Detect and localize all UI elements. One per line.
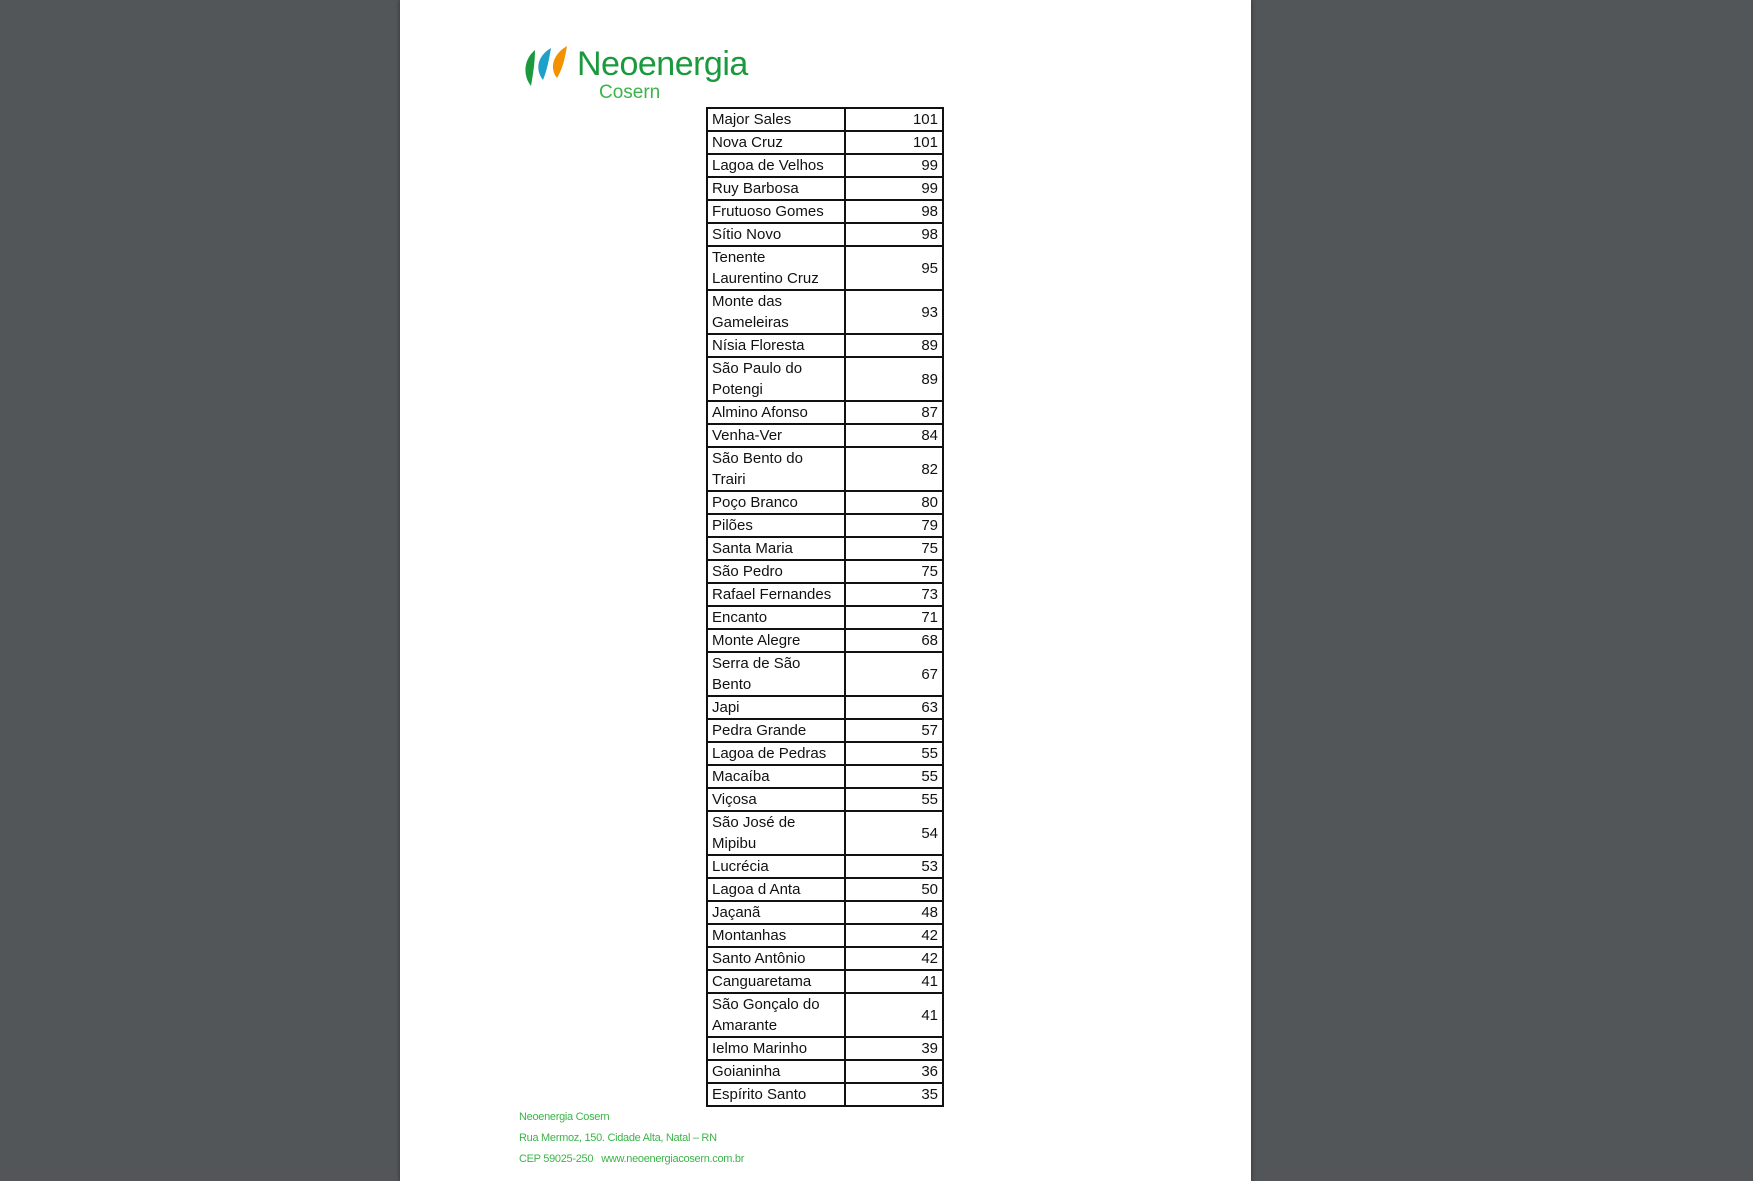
value-cell: 36: [845, 1060, 943, 1083]
value-cell: 80: [845, 491, 943, 514]
municipality-name-cell: São José de Mipibu: [707, 811, 845, 855]
table-row: [707, 924, 943, 947]
municipality-name-cell: Lagoa d Anta: [707, 878, 845, 901]
table-row: [707, 947, 943, 970]
table-row: [707, 1037, 943, 1060]
municipality-name-cell: Rafael Fernandes: [707, 583, 845, 606]
page-footer: [519, 1107, 744, 1170]
municipality-name-cell: Lagoa de Velhos: [707, 154, 845, 177]
municipality-name-cell: Poço Branco: [707, 491, 845, 514]
neoenergia-cosern-logo: [521, 42, 761, 104]
municipality-name-cell: Lagoa de Pedras: [707, 742, 845, 765]
footer-company: Neoenergia Cosern: [519, 1111, 610, 1123]
value-cell: 63: [845, 696, 943, 719]
footer-address: Rua Mermoz, 150. Cidade Alta, Natal – RN: [519, 1132, 717, 1144]
value-cell: 87: [845, 401, 943, 424]
municipality-name-cell: Monte Alegre: [707, 629, 845, 652]
table-row: [707, 696, 943, 719]
municipality-name-cell: Ielmo Marinho: [707, 1037, 845, 1060]
table-row: [707, 1083, 943, 1106]
table-row: [707, 447, 943, 491]
table-row: [707, 855, 943, 878]
table-body: [707, 108, 943, 1106]
value-cell: 93: [845, 290, 943, 334]
municipality-name-cell: São Bento do Trairi: [707, 447, 845, 491]
municipality-name-cell: Nova Cruz: [707, 131, 845, 154]
municipality-name-cell: São Paulo do Potengi: [707, 357, 845, 401]
document-page: [400, 0, 1251, 1181]
table-row: [707, 154, 943, 177]
value-cell: 53: [845, 855, 943, 878]
table-row: [707, 223, 943, 246]
municipality-name-cell: Serra de São Bento: [707, 652, 845, 696]
table-row: [707, 491, 943, 514]
municipality-name-cell: Major Sales: [707, 108, 845, 131]
municipality-name-cell: Almino Afonso: [707, 401, 845, 424]
municipality-name-cell: Japi: [707, 696, 845, 719]
table-row: [707, 811, 943, 855]
municipality-name-cell: Espírito Santo: [707, 1083, 845, 1106]
value-cell: 99: [845, 177, 943, 200]
table-row: [707, 514, 943, 537]
municipality-name-cell: Santa Maria: [707, 537, 845, 560]
value-cell: 79: [845, 514, 943, 537]
table-row: [707, 560, 943, 583]
table-row: [707, 290, 943, 334]
value-cell: 42: [845, 924, 943, 947]
leaf-logo-icon: [521, 42, 577, 88]
value-cell: 101: [845, 108, 943, 131]
table-row: [707, 424, 943, 447]
municipality-name-cell: Pilões: [707, 514, 845, 537]
table-row: [707, 993, 943, 1037]
footer-url[interactable]: www.neoenergiacosern.com.br: [601, 1153, 745, 1165]
table-row: [707, 788, 943, 811]
footer-contact: [519, 1149, 744, 1170]
municipality-name-cell: Santo Antônio: [707, 947, 845, 970]
municipality-name-cell: Sítio Novo: [707, 223, 845, 246]
table-row: [707, 878, 943, 901]
municipality-name-cell: Viçosa: [707, 788, 845, 811]
brand-subname: Cosern: [599, 82, 661, 103]
value-cell: 55: [845, 765, 943, 788]
value-cell: 95: [845, 246, 943, 290]
municipality-name-cell: Macaíba: [707, 765, 845, 788]
municipality-name-cell: Nísia Floresta: [707, 334, 845, 357]
municipality-name-cell: Montanhas: [707, 924, 845, 947]
value-cell: 89: [845, 334, 943, 357]
value-cell: 98: [845, 200, 943, 223]
table-row: [707, 901, 943, 924]
municipality-name-cell: Jaçanã: [707, 901, 845, 924]
municipality-name-cell: Monte das Gameleiras: [707, 290, 845, 334]
municipality-name-cell: Tenente Laurentino Cruz: [707, 246, 845, 290]
value-cell: 41: [845, 993, 943, 1037]
municipality-name-cell: Ruy Barbosa: [707, 177, 845, 200]
value-cell: 41: [845, 970, 943, 993]
municipality-name-cell: Goianinha: [707, 1060, 845, 1083]
table-row: [707, 246, 943, 290]
value-cell: 89: [845, 357, 943, 401]
table-row: [707, 131, 943, 154]
value-cell: 75: [845, 537, 943, 560]
table-row: [707, 629, 943, 652]
table-row: [707, 357, 943, 401]
municipality-name-cell: Frutuoso Gomes: [707, 200, 845, 223]
value-cell: 82: [845, 447, 943, 491]
table-row: [707, 108, 943, 131]
value-cell: 99: [845, 154, 943, 177]
value-cell: 39: [845, 1037, 943, 1060]
table-row: [707, 177, 943, 200]
value-cell: 98: [845, 223, 943, 246]
municipality-name-cell: São Gonçalo do Amarante: [707, 993, 845, 1037]
municipality-name-cell: Lucrécia: [707, 855, 845, 878]
table-row: [707, 970, 943, 993]
value-cell: 55: [845, 788, 943, 811]
value-cell: 75: [845, 560, 943, 583]
value-cell: 50: [845, 878, 943, 901]
table-row: [707, 652, 943, 696]
value-cell: 71: [845, 606, 943, 629]
value-cell: 84: [845, 424, 943, 447]
table-row: [707, 606, 943, 629]
brand-name: Neoenergia: [577, 45, 748, 83]
municipality-name-cell: Encanto: [707, 606, 845, 629]
value-cell: 57: [845, 719, 943, 742]
table-row: [707, 719, 943, 742]
value-cell: 67: [845, 652, 943, 696]
municipality-name-cell: Canguaretama: [707, 970, 845, 993]
table-row: [707, 200, 943, 223]
municipality-table: [706, 107, 944, 1107]
table-row: [707, 583, 943, 606]
value-cell: 42: [845, 947, 943, 970]
table-row: [707, 401, 943, 424]
value-cell: 35: [845, 1083, 943, 1106]
value-cell: 73: [845, 583, 943, 606]
table-row: [707, 742, 943, 765]
value-cell: 68: [845, 629, 943, 652]
table-row: [707, 537, 943, 560]
value-cell: 54: [845, 811, 943, 855]
table-row: [707, 1060, 943, 1083]
table-row: [707, 765, 943, 788]
footer-cep: CEP 59025-250: [519, 1153, 594, 1165]
municipality-name-cell: São Pedro: [707, 560, 845, 583]
municipality-name-cell: Pedra Grande: [707, 719, 845, 742]
value-cell: 55: [845, 742, 943, 765]
municipality-name-cell: Venha-Ver: [707, 424, 845, 447]
value-cell: 48: [845, 901, 943, 924]
value-cell: 101: [845, 131, 943, 154]
table-row: [707, 334, 943, 357]
